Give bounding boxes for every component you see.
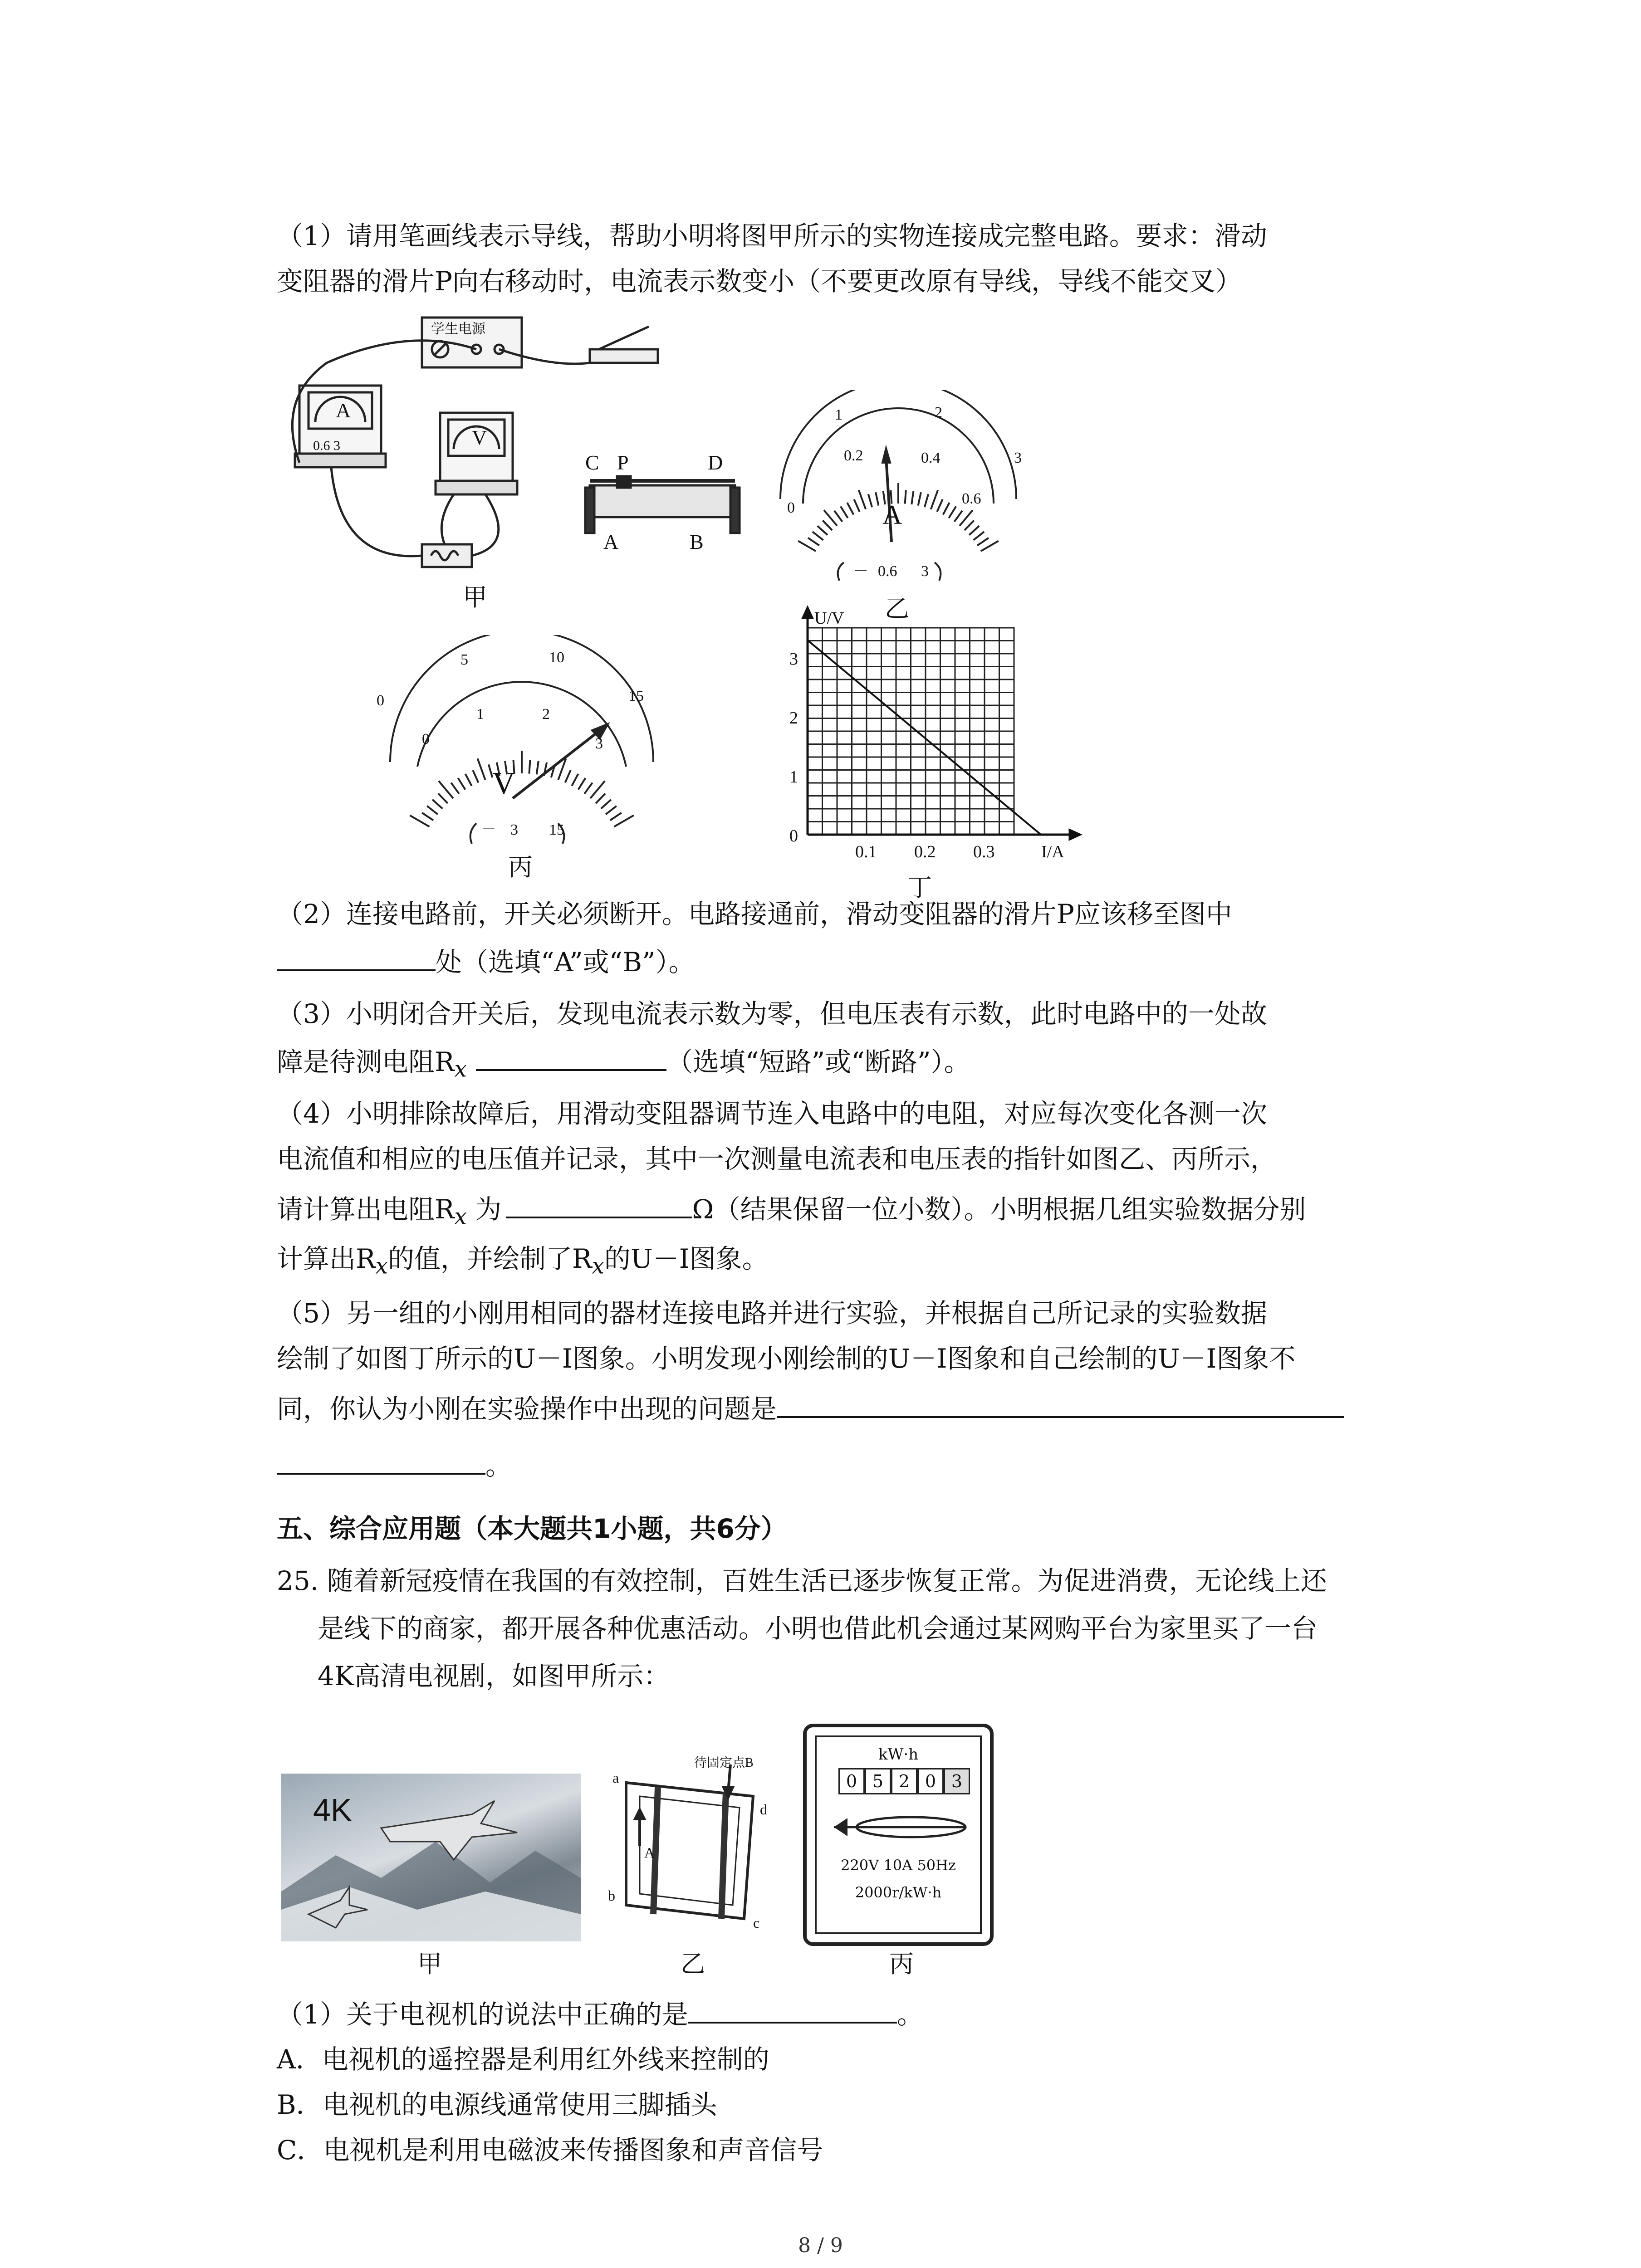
figure-ding-caption: 丁 [907,874,932,901]
dial-tick [911,491,913,504]
q24-part4-text-d: 计算出R [277,1243,376,1274]
electricity-meter [803,1724,994,1946]
ding-ytick-2: 2 [789,709,798,728]
section-5-heading: 五、综合应用题（本大题共1小题，共6分） [277,1513,787,1544]
dial-tick [905,490,906,504]
dial-tick [937,499,942,512]
meter-digit: 0 [917,1768,944,1794]
dial-tick [943,503,950,514]
rheostat-label-P: P [617,451,629,474]
meter-spec: 220V 10A 50Hz [841,1857,956,1874]
bing-inner-3: 3 [595,735,603,752]
meter-unit: kW·h [878,1745,919,1764]
rheostat-label-A: A [603,530,619,553]
yi-inner-0: 0 [787,499,795,516]
yi-terminal-minus: － [853,563,868,580]
q24-part3-subscript: x [454,1056,467,1082]
dial-tick [969,526,979,535]
q24-part4-line3 [277,1188,1306,1235]
q24-part3-text-a: 障是待测电阻R [277,1046,455,1077]
dial-tick [489,764,492,777]
bracket-label-A: A [644,1844,655,1861]
ammeter-letter: A [336,399,351,422]
dial-tick [601,800,611,809]
yi-inner-04: 0.4 [921,450,941,466]
option-b: B．电视机的电源线通常使用三脚插头 [277,2089,717,2120]
q25-line3: 4K高清电视剧，如图甲所示： [318,1661,670,1691]
q24-part4-text-f: 的U－I图象。 [604,1243,769,1274]
dial-tick [823,520,832,530]
q24-part3-text-b: （选填“短路”或“断路”）。 [666,1046,970,1077]
q24-part5-line1: （5）另一组的小刚用相同的器材连接电路并进行实验，并根据自己所记录的实验数据 [277,1298,1267,1329]
yi-terminal-3: 3 [921,563,929,580]
tv-4k-label: 4K [313,1792,352,1828]
option-a: A．电视机的遥控器是利用红外线来控制的 [277,2044,769,2075]
answer-blank-4[interactable] [506,1188,692,1218]
figure-ding-ui-graph [771,599,1098,907]
q24-part4-text-a: 请计算出电阻R [277,1194,455,1225]
dial-tick [798,541,816,552]
q24-part4-text-e: 的值，并绘制了R [387,1243,592,1274]
dial-tick [854,499,859,512]
dial-tick [614,816,634,827]
bing-terminal-minus: － [481,821,496,838]
q24-part4-text-b: 为 [466,1194,502,1225]
dial-tick [965,520,974,530]
q24-part3-line1: （3）小明闭合开关后，发现电流表示数为零，但电压表有示数，此时电路中的一处故 [277,998,1267,1029]
yi-inner-02: 0.2 [844,447,863,464]
yi-letter: A [882,500,902,530]
fig25-caption-jia: 甲 [417,1950,442,1978]
q25-sub1-text: （1）关于电视机的说法中正确的是 [277,1999,688,2030]
q24-part4-line2: 电流值和相应的电压值并记录，其中一次测量电流表和电压表的指针如图乙、丙所示， [277,1144,1277,1174]
fig25-caption-yi: 乙 [681,1950,705,1978]
ding-xtick-02: 0.2 [914,842,936,861]
q24-part5-end: 。 [485,1450,512,1481]
bing-inner-1: 1 [476,706,484,723]
dial-tick [918,492,921,505]
q24-part2-line2 [277,941,695,980]
tv-photo [281,1774,581,1941]
yi-outer-2: 2 [935,404,942,421]
ding-ylabel: U/V [814,609,844,628]
bing-outer-0: 0 [377,692,384,709]
figure-bing-caption: 丙 [508,854,533,881]
fig25-caption-bing: 丙 [889,1950,914,1978]
meter-revolutions: 2000r/kW·h [855,1884,942,1901]
q24-part2-text: 处（选填“A”或“B”）。 [436,947,695,978]
meter-disc-icon [829,1809,975,1845]
answer-blank-2[interactable] [277,941,436,971]
ding-series-line [808,640,1041,835]
bing-outer-5: 5 [460,651,468,668]
figure-yi-ammeter-dial [753,390,1043,626]
q24-part4-subscript: x [454,1204,467,1230]
bracket-label-a: a [612,1769,619,1786]
dial-tick [610,813,622,821]
rheostat-label-B: B [690,530,704,553]
dial-tick [925,494,928,507]
dial-tick [818,526,828,535]
bing-inner-0: 0 [422,731,430,748]
dial-tick [606,806,617,814]
q24-part5-line2: 绘制了如图丁所示的U－I图象。小明发现小刚绘制的U－I图象和自己绘制的U－I图象不 [277,1343,1296,1374]
dial-tick [410,816,429,827]
q24-part5-text: 同，你认为小刚在实验操作中出现的问题是 [277,1393,777,1424]
dial-tick [451,783,459,794]
q24-part2-line1: （2）连接电路前，开关必须断开。电路接通前，滑动变阻器的滑片P应该移至图中 [277,899,1232,929]
dial-tick [427,806,438,814]
meter-digits [838,1768,970,1794]
ammeter-terminals: 0.6 3 [313,438,340,453]
dial-tick [478,758,485,780]
dial-tick [977,538,989,546]
bracket-label-c: c [753,1915,760,1931]
meter-digit: 5 [865,1768,891,1794]
dial-tick [422,813,433,821]
dial-tick [808,538,819,546]
dial-tick [565,770,571,782]
yi-outer-3: 3 [1014,450,1022,466]
bing-terminal-3: 3 [510,821,518,838]
q24-part4-line1: （4）小明排除故障后，用滑动变阻器调节连入电路中的电阻，对应每次变化各测一次 [277,1098,1267,1129]
dial-tick [438,793,448,803]
page-number: 8 / 9 [798,2234,843,2257]
wall-bracket-figure [599,1755,789,1946]
dial-tick [465,774,472,786]
dial-tick [596,793,605,803]
dial-tick [949,506,956,518]
bracket-label-b: b [608,1887,615,1904]
ding-ytick-3: 3 [789,650,798,669]
answer-blank-3[interactable] [476,1041,666,1071]
dial-tick [954,511,962,522]
q24-part4-subscript-2: x [375,1253,388,1279]
figure-bing-voltmeter-dial [363,635,690,889]
answer-blank-5b[interactable] [277,1445,485,1475]
q24-part4-subscript-3: x [592,1253,604,1279]
rheostat-label-C: C [585,451,599,474]
dial-tick [973,532,984,540]
figure-yi-caption: 乙 [885,595,909,622]
q25-line2: 是线下的商家，都开展各种优惠活动。小明也借此机会通过某网购平台为家里买了一台 [318,1613,1318,1644]
yi-outer-1: 1 [835,406,843,423]
yi-terminal-06: 0.6 [878,563,897,580]
rheostat-label-D: D [708,451,723,474]
bracket-label-d: d [760,1801,767,1818]
dial-tick [931,490,938,509]
dial-tick [578,778,586,789]
dial-tick [584,783,593,794]
dial-tick [537,761,539,775]
yi-inner-06: 0.6 [962,490,981,507]
answer-blank-25-1[interactable] [688,1994,897,2024]
dial-tick [458,778,465,789]
meter-digit: 0 [838,1768,865,1794]
q24-part5-line4 [277,1445,512,1484]
bing-inner-2: 2 [542,706,550,723]
ding-ytick-1: 1 [789,767,798,787]
dial-tick [572,774,578,786]
q24-part4-text-c: Ω（结果保留一位小数）。小明根据几组实验数据分别 [692,1194,1306,1225]
bing-terminal-15: 15 [549,821,564,838]
q25-line1: 25. 随着新冠疫情在我国的有效控制，百姓生活已逐步恢复正常。为促进消费，无论线上还 [277,1565,1327,1596]
option-c: C．电视机是利用电磁波来传播图象和声音信号 [277,2135,823,2165]
dial-tick [841,506,848,518]
voltmeter-letter: V [472,426,487,449]
q25-sub1-end: 。 [896,1999,923,2030]
power-label: 学生电源 [431,322,485,337]
bing-outer-10: 10 [549,649,564,666]
dial-tick [834,511,843,522]
dial-tick [847,503,853,514]
dial-tick [529,760,530,774]
ding-xtick-03: 0.3 [973,842,995,861]
dial-tick [432,800,442,809]
q25-sub1 [277,1994,923,2033]
figure-jia-circuit [272,308,753,617]
bing-letter: V [492,766,515,801]
answer-blank-5a[interactable] [777,1388,1344,1418]
ding-ytick-0: 0 [789,826,798,846]
q24-part1-line1: （1）请用笔画线表示导线，帮助小明将图甲所示的实物连接成完整电路。要求：滑动 [277,220,1267,251]
dial-tick [859,490,866,509]
bing-outer-15: 15 [628,688,644,704]
bracket-label-fixed: 待固定点B [694,1756,754,1770]
dial-tick [473,770,478,782]
meter-digit: 3 [944,1768,970,1794]
q24-part5-line3 [277,1388,1344,1427]
dial-tick [868,494,872,507]
q24-part1-line2: 变阻器的滑片P向右移动时，电流表示数变小（不要更改原有导线，导线不能交叉） [277,266,1242,297]
ding-xlabel: I/A [1041,842,1064,861]
dial-tick [876,492,878,505]
dial-tick [981,541,999,552]
q24-part4-line4 [277,1241,769,1285]
q24-part3-line2 [277,1041,970,1088]
meter-digit: 2 [891,1768,917,1794]
ding-xtick-01: 0.1 [855,842,877,861]
dial-tick [813,532,823,540]
figure-jia-caption: 甲 [463,584,487,611]
